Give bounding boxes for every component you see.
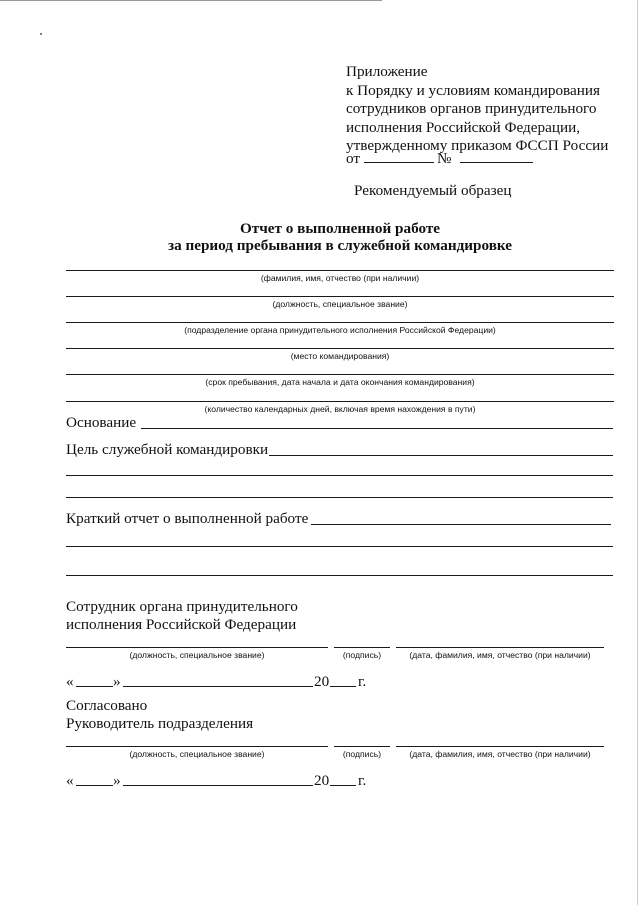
purpose-line-2	[66, 475, 613, 476]
report-line-1	[311, 524, 611, 525]
scan-speck	[40, 33, 42, 35]
employee-month-line	[123, 686, 313, 687]
head-date-open-quote: «	[66, 772, 74, 789]
agreed-label: Согласовано	[66, 697, 148, 714]
header-line-1: Приложение	[346, 63, 428, 80]
header-line-3: сотрудников органов принудительного	[346, 100, 597, 117]
field-line-period	[66, 374, 614, 375]
header-line-4: исполнения Российской Федерации,	[346, 119, 581, 136]
header-line-2: к Порядку и условиям командирования	[346, 82, 601, 99]
employee-year-prefix: 20	[314, 673, 330, 690]
order-number-line	[460, 162, 533, 163]
report-line-3	[66, 575, 613, 576]
field-line-destination	[66, 348, 614, 349]
head-position-line	[66, 746, 328, 747]
purpose-label: Цель служебной командировки	[66, 441, 269, 458]
purpose-line-3	[66, 497, 613, 498]
head-month-line	[123, 785, 313, 786]
head-caption-name: (дата, фамилия, имя, отчество (при наличии)	[409, 749, 591, 759]
basis-label: Основание	[66, 414, 137, 431]
head-caption-position: (должность, специальное звание)	[129, 749, 265, 759]
report-label: Краткий отчет о выполненной работе	[66, 510, 309, 527]
employee-date-close-quote: »	[113, 673, 121, 690]
head-name-line	[396, 746, 604, 747]
order-date-line	[364, 162, 434, 163]
employee-signature-line	[334, 647, 390, 648]
caption-destination: (место командирования)	[290, 351, 390, 361]
employee-label-line-2: исполнения Российской Федерации	[66, 616, 297, 633]
employee-caption-position: (должность, специальное звание)	[129, 650, 265, 660]
caption-days: (количество календарных дней, включая время нахождения в пути)	[204, 404, 476, 414]
employee-year-line	[330, 686, 356, 687]
header-number-sign: №	[437, 150, 452, 167]
sample-note: Рекомендуемый образец	[354, 182, 512, 199]
employee-year-suffix: г.	[358, 673, 367, 690]
field-line-position	[66, 296, 614, 297]
employee-date-open-quote: «	[66, 673, 74, 690]
header-line-5: утвержденному приказом ФССП России	[346, 137, 609, 154]
head-year-prefix: 20	[314, 772, 330, 789]
purpose-line-1	[269, 455, 613, 456]
head-day-line	[76, 785, 113, 786]
head-year-suffix: г.	[358, 772, 367, 789]
head-caption-signature: (подпись)	[342, 749, 382, 759]
head-signature-line	[334, 746, 390, 747]
head-year-line	[330, 785, 356, 786]
field-line-subdivision	[66, 322, 614, 323]
caption-period: (срок пребывания, дата начала и дата окончания командирования)	[205, 377, 475, 387]
report-line-2	[66, 546, 613, 547]
caption-subdivision: (подразделение органа принудительного исполнения Российской Федерации)	[184, 325, 496, 335]
field-line-days	[66, 401, 614, 402]
document-title-line-1: Отчет о выполненной работе	[239, 220, 441, 237]
caption-full-name: (фамилия, имя, отчество (при наличии)	[260, 273, 420, 283]
head-date-close-quote: »	[113, 772, 121, 789]
employee-day-line	[76, 686, 113, 687]
basis-line	[141, 428, 613, 429]
employee-name-line	[396, 647, 604, 648]
header-from: от	[346, 150, 361, 167]
field-line-full-name	[66, 270, 614, 271]
scan-edge-top	[0, 0, 382, 1]
head-of-unit-label: Руководитель подразделения	[66, 715, 254, 732]
caption-position: (должность, специальное звание)	[272, 299, 408, 309]
employee-caption-name: (дата, фамилия, имя, отчество (при наличии)	[409, 650, 591, 660]
scan-edge-right	[637, 0, 638, 905]
document-title-line-2: за период пребывания в служебной командировке	[167, 237, 513, 254]
employee-position-line	[66, 647, 328, 648]
employee-caption-signature: (подпись)	[342, 650, 382, 660]
employee-label-line-1: Сотрудник органа принудительного	[66, 598, 298, 615]
